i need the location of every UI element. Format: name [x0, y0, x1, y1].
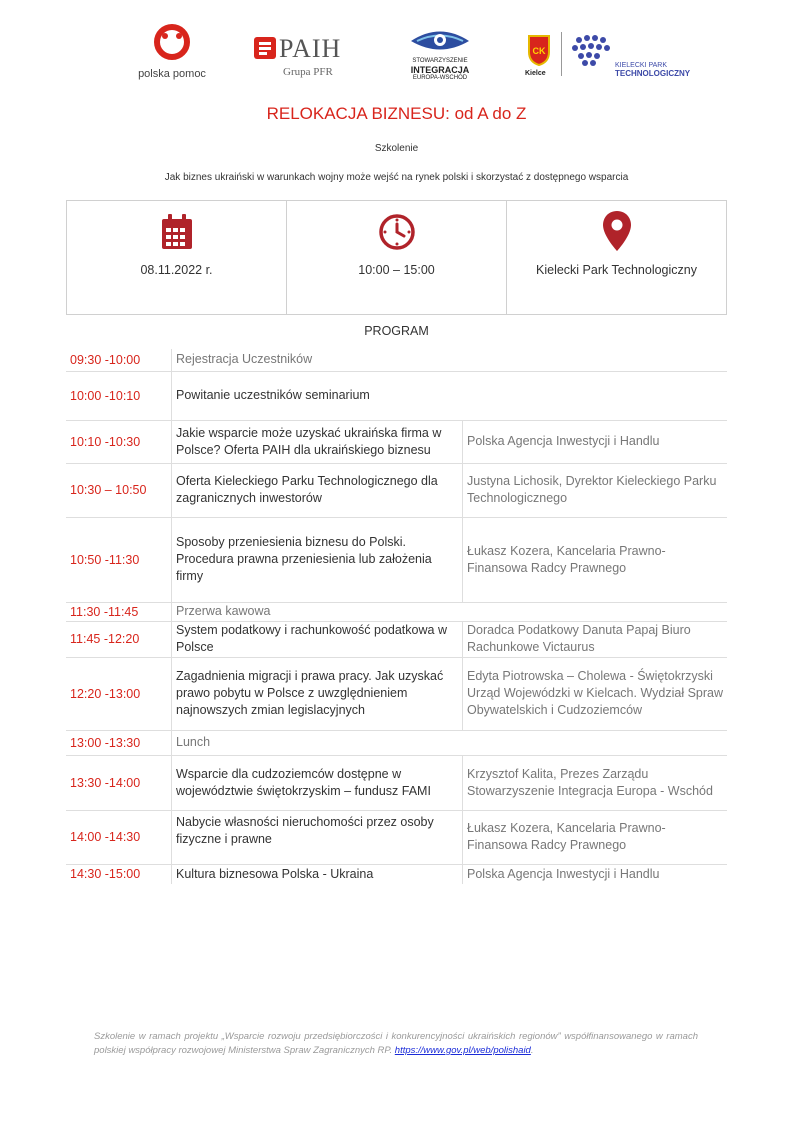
row-time: 10:30 – 10:50 [66, 463, 172, 517]
table-row [66, 810, 727, 864]
row-time: 11:45 -12:20 [66, 621, 172, 657]
kielce-kpt-logo [525, 30, 695, 86]
row-speaker: Łukasz Kozera, Kancelaria Prawno-Finansowa Radcy Prawnego [463, 517, 728, 602]
row-speaker: Krzysztof Kalita, Prezes Zarządu Stowarzyszenie Integracja Europa - Wschód [463, 755, 728, 810]
kpt-line1: KIELECKI PARK [615, 62, 668, 69]
row-time: 10:00 -10:10 [66, 371, 172, 420]
row-topic: Powitanie uczestników seminarium [172, 371, 728, 420]
page-description: Jak biznes ukraiński w warunkach wojny może wejść na rynek polski i skorzystać z dostępnego wsparcia [164, 172, 629, 183]
table-row [66, 657, 727, 730]
logo-divider [561, 32, 562, 76]
row-topic: Oferta Kieleckiego Parku Technologicznego dla zagranicznych inwestorów [172, 463, 463, 517]
table-row [66, 371, 727, 420]
location-pin-icon [601, 209, 633, 253]
row-topic: Zagadnienia migracji i prawa pracy. Jak uzyskać prawo pobytu w Polsce z uwzględnieniem najnowszych zmian legislacyjnych [172, 657, 463, 730]
row-speaker: Edyta Piotrowska – Cholewa - Świętokrzyski Urząd Wojewódzki w Kielcach. Wydział Spraw Obywatelskich i Cudzoziemców [463, 657, 728, 730]
info-time-cell [287, 201, 507, 314]
stowarzyszenie-mid: INTEGRACJA [410, 65, 470, 75]
row-time: 10:10 -10:30 [66, 420, 172, 463]
table-row [66, 420, 727, 463]
kpt-line2: TECHNOLOGICZNY [615, 69, 691, 78]
table-row [66, 463, 727, 517]
row-topic: Przerwa kawowa [172, 602, 728, 621]
paih-text: PAIH [279, 34, 342, 63]
polska-pomoc-icon [128, 22, 216, 66]
footer-link-suffix: . [530, 1045, 534, 1056]
row-speaker: Doradca Podatkowy Danuta Papaj Biuro Rachunkowe Victaurus [463, 621, 728, 657]
table-row [66, 517, 727, 602]
table-row [66, 864, 727, 884]
event-date: 08.11.2022 r. [140, 263, 213, 277]
stowarzyszenie-bottom: EUROPA-WSCHÓD [412, 75, 468, 81]
row-time: 13:30 -14:00 [66, 755, 172, 810]
row-topic: Wsparcie dla cudzoziemców dostępne w województwie świętokrzyskim – fundusz FAMI [172, 755, 463, 810]
info-place-cell [507, 201, 726, 314]
row-time: 11:30 -11:45 [66, 602, 172, 621]
logo-bar [0, 22, 793, 92]
row-topic: Rejestracja Uczestników [172, 349, 728, 371]
program-heading: PROGRAM [364, 324, 429, 338]
clock-icon [378, 213, 416, 251]
stowarzyszenie-logo [405, 26, 475, 88]
row-topic: Sposoby przeniesienia biznesu do Polski. Procedura prawna przeniesienia lub założenia firmy [172, 517, 463, 602]
kpt-dots-icon [571, 32, 615, 68]
kielce-text: Kielce [525, 70, 546, 77]
row-speaker: Łukasz Kozera, Kancelaria Prawno-Finansowa Radcy Prawnego [463, 810, 728, 864]
paih-logo [253, 28, 363, 84]
footer-note [94, 1030, 698, 1058]
table-row [66, 730, 727, 755]
calendar-icon [160, 213, 194, 251]
row-speaker: Polska Agencja Inwestycji i Handlu [463, 864, 728, 884]
row-time: 10:50 -11:30 [66, 517, 172, 602]
kpt-text [615, 62, 690, 78]
page-title: RELOKACJA BIZNESU: od A do Z [266, 104, 527, 123]
polska-pomoc-logo [128, 22, 216, 82]
event-info-box [66, 200, 727, 315]
event-time: 10:00 – 15:00 [358, 263, 435, 277]
page-subtitle: Szkolenie [374, 143, 419, 154]
row-time: 09:30 -10:00 [66, 349, 172, 371]
row-speaker: Polska Agencja Inwestycji i Handlu [463, 420, 728, 463]
row-time: 14:00 -14:30 [66, 810, 172, 864]
row-topic: Jakie wsparcie może uzyskać ukraińska firma w Polsce? Oferta PAIH dla ukraińskiego biznesu [172, 420, 463, 463]
stowarzyszenie-top: STOWARZYSZENIE [412, 58, 468, 64]
table-row [66, 621, 727, 657]
row-topic: System podatkowy i rachunkowość podatkowa w Polsce [172, 621, 463, 657]
stowarzyszenie-eye-icon [405, 26, 475, 56]
table-row [66, 602, 727, 621]
footer-text: Szkolenie w ramach projektu „Wsparcie rozwoju przedsiębiorczości i konkurencyjności ukraińskich regionów” współfinansowanego w ramach polskiej współpracy rozwojowej Ministerstwa Spraw Zagranicznych RP. [94, 1031, 698, 1056]
row-topic: Lunch [172, 730, 728, 755]
paih-subtext: Grupa PFR [283, 66, 333, 78]
event-place: Kielecki Park Technologiczny [536, 263, 697, 277]
table-row [66, 349, 727, 371]
program-table [66, 349, 727, 884]
table-row [66, 755, 727, 810]
kielce-crest-letters: CK [532, 46, 546, 56]
paih-emblem-icon [253, 36, 277, 60]
row-topic: Nabycie własności nieruchomości przez osoby fizyczne i prawne [172, 810, 463, 864]
row-speaker: Justyna Lichosik, Dyrektor Kieleckiego Parku Technologicznego [463, 463, 728, 517]
kielce-crest-icon [527, 34, 551, 66]
stowarzyszenie-text [405, 58, 475, 82]
row-time: 13:00 -13:30 [66, 730, 172, 755]
row-topic: Kultura biznesowa Polska - Ukraina [172, 864, 463, 884]
info-date-cell [67, 201, 287, 314]
polishaid-link[interactable]: https://www.gov.pl/web/polishaid [394, 1045, 531, 1056]
polska-pomoc-text: polska pomoc [138, 68, 206, 80]
row-time: 14:30 -15:00 [70, 867, 141, 882]
row-time: 12:20 -13:00 [66, 657, 172, 730]
